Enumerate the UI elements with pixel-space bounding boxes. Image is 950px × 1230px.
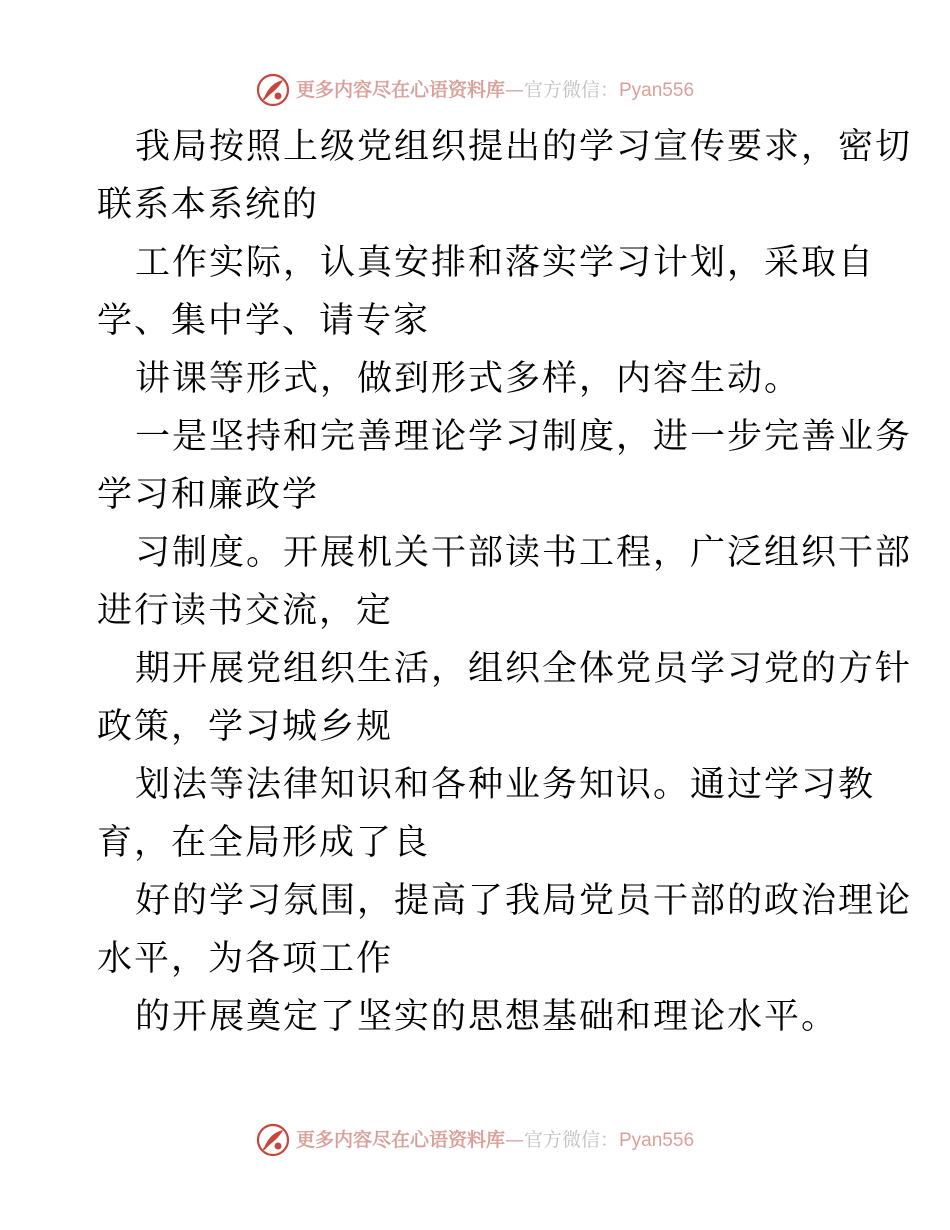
banner-main-text: 更多内容尽在心语资料库 xyxy=(295,1128,505,1151)
body-text xyxy=(97,118,913,1046)
banner-main-text: 更多内容尽在心语资料库 xyxy=(295,78,505,101)
text-line: 好的学习氛围，提高了我局党员干部的政治理论 xyxy=(135,881,913,921)
banner-text xyxy=(295,1128,695,1151)
banner-separator: — xyxy=(504,78,524,101)
banner-wechat-id: Pyan556 xyxy=(619,1129,695,1151)
text-line: 学、集中学、请专家 xyxy=(97,301,431,341)
text-line: 水平，为各项工作 xyxy=(97,939,394,979)
footer-banner xyxy=(0,1118,950,1162)
text-line: 工作实际，认真安排和落实学习计划，采取自 xyxy=(135,243,876,283)
text-line: 一是坚持和完善理论学习制度，进一步完善业务 xyxy=(135,417,913,457)
text-line: 习制度。开展机关干部读书工程，广泛组织干部 xyxy=(135,533,913,573)
text-line: 联系本系统的 xyxy=(97,185,320,225)
text-line: 我局按照上级党组织提出的学习宣传要求，密切 xyxy=(135,127,913,167)
banner-official-label: 官方微信： xyxy=(523,78,619,101)
banner-wechat-id: Pyan556 xyxy=(619,79,695,101)
banner-separator: — xyxy=(504,1128,524,1151)
text-line: 进行读书交流，定 xyxy=(97,591,394,631)
quill-logo-icon xyxy=(256,1123,290,1157)
text-line: 期开展党组织生活，组织全体党员学习党的方针 xyxy=(135,649,913,689)
text-line: 育，在全局形成了良 xyxy=(97,823,431,863)
text-line: 的开展奠定了坚实的思想基础和理论水平。 xyxy=(135,997,839,1037)
banner-official-label: 官方微信： xyxy=(523,1128,619,1151)
text-line: 学习和廉政学 xyxy=(97,475,320,515)
banner-text xyxy=(295,78,695,101)
text-line: 政策，学习城乡规 xyxy=(97,707,394,747)
text-line: 划法等法律知识和各种业务知识。通过学习教 xyxy=(135,765,876,805)
header-banner xyxy=(0,68,950,112)
text-line: 讲课等形式，做到形式多样，内容生动。 xyxy=(135,359,802,399)
quill-logo-icon xyxy=(256,73,290,107)
